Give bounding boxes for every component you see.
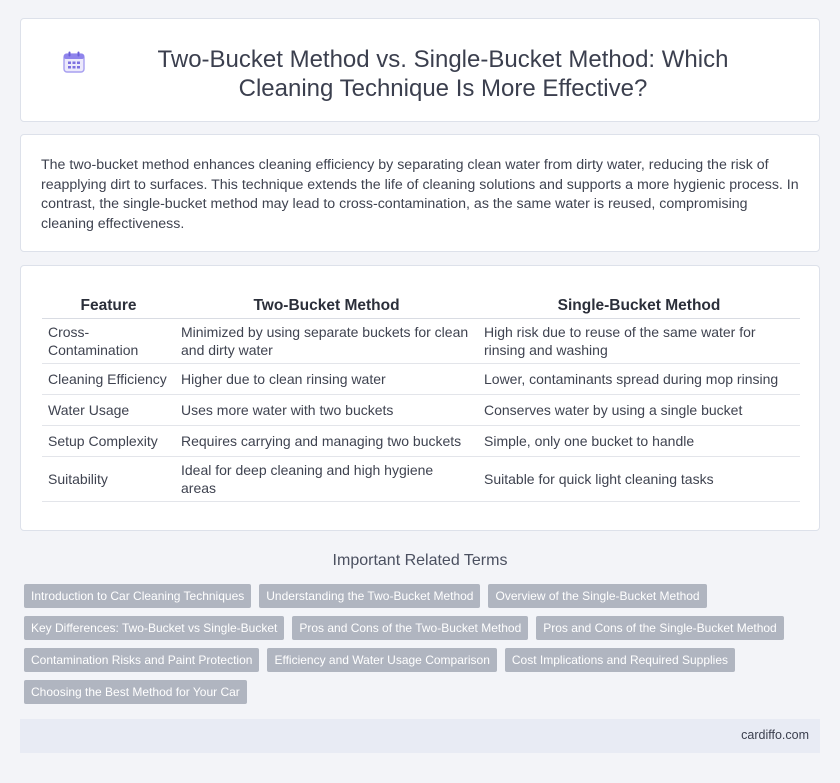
table-cell: Minimized by using separate buckets for clean and dirty water bbox=[175, 319, 478, 364]
table-cell: Suitable for quick light cleaning tasks bbox=[478, 457, 800, 502]
intro-paragraph: The two-bucket method enhances cleaning efficiency by separating clean water from dirty water, reducing the risk of reapplying dirt to surfaces. This technique extends the life of cleaning solutions and supports a more hygienic process. In contrast, the single-bucket method may lead to cross-contamination, as the same water is reused, compromising cleaning effectiveness. bbox=[41, 157, 799, 232]
table-cell: Conserves water by using a single bucket bbox=[478, 395, 800, 426]
intro-card bbox=[20, 134, 820, 252]
related-tag[interactable]: Understanding the Two-Bucket Method bbox=[259, 584, 480, 608]
related-tag[interactable]: Cost Implications and Required Supplies bbox=[505, 648, 735, 672]
comparison-table bbox=[42, 293, 800, 502]
related-tag[interactable]: Overview of the Single-Bucket Method bbox=[488, 584, 706, 608]
table-cell: Requires carrying and managing two buckets bbox=[175, 426, 478, 457]
footer bbox=[20, 719, 820, 753]
page-title: Two-Bucket Method vs. Single-Bucket Method: Which Cleaning Technique Is More Effective? bbox=[157, 46, 729, 102]
table-cell: Cross-Contamination bbox=[42, 319, 175, 364]
title-wrap bbox=[21, 19, 819, 103]
table-cell: Cleaning Efficiency bbox=[42, 364, 175, 395]
title-card bbox=[20, 18, 820, 122]
header-single-bucket: Single-Bucket Method bbox=[478, 293, 800, 319]
footer-site-link[interactable]: cardiffo.com bbox=[741, 728, 809, 742]
related-tag[interactable]: Pros and Cons of the Single-Bucket Method bbox=[536, 616, 783, 640]
calendar-icon bbox=[61, 49, 87, 75]
table-cell: Higher due to clean rinsing water bbox=[175, 364, 478, 395]
table-cell: Ideal for deep cleaning and high hygiene areas bbox=[175, 457, 478, 502]
table-row bbox=[42, 319, 800, 364]
table-row bbox=[42, 426, 800, 457]
table-row bbox=[42, 457, 800, 502]
related-tag[interactable]: Key Differences: Two-Bucket vs Single-Bucket bbox=[24, 616, 284, 640]
table-header-row bbox=[42, 293, 800, 319]
header-two-bucket: Two-Bucket Method bbox=[175, 293, 478, 319]
table-cell: Suitability bbox=[42, 457, 175, 502]
related-tag[interactable]: Introduction to Car Cleaning Techniques bbox=[24, 584, 251, 608]
table-cell: Lower, contaminants spread during mop rinsing bbox=[478, 364, 800, 395]
comparison-card bbox=[20, 265, 820, 531]
table-cell: Uses more water with two buckets bbox=[175, 395, 478, 426]
table-cell: Setup Complexity bbox=[42, 426, 175, 457]
related-tag[interactable]: Efficiency and Water Usage Comparison bbox=[267, 648, 496, 672]
related-tag[interactable]: Pros and Cons of the Two-Bucket Method bbox=[292, 616, 528, 640]
table-cell: High risk due to reuse of the same water for rinsing and washing bbox=[478, 319, 800, 364]
table-row bbox=[42, 364, 800, 395]
related-terms-title: Important Related Terms bbox=[332, 552, 508, 569]
related-tags bbox=[24, 584, 824, 712]
related-tag[interactable]: Contamination Risks and Paint Protection bbox=[24, 648, 259, 672]
table-row bbox=[42, 395, 800, 426]
table-cell: Water Usage bbox=[42, 395, 175, 426]
related-tag[interactable]: Choosing the Best Method for Your Car bbox=[24, 680, 247, 704]
table-cell: Simple, only one bucket to handle bbox=[478, 426, 800, 457]
header-feature: Feature bbox=[42, 293, 175, 319]
